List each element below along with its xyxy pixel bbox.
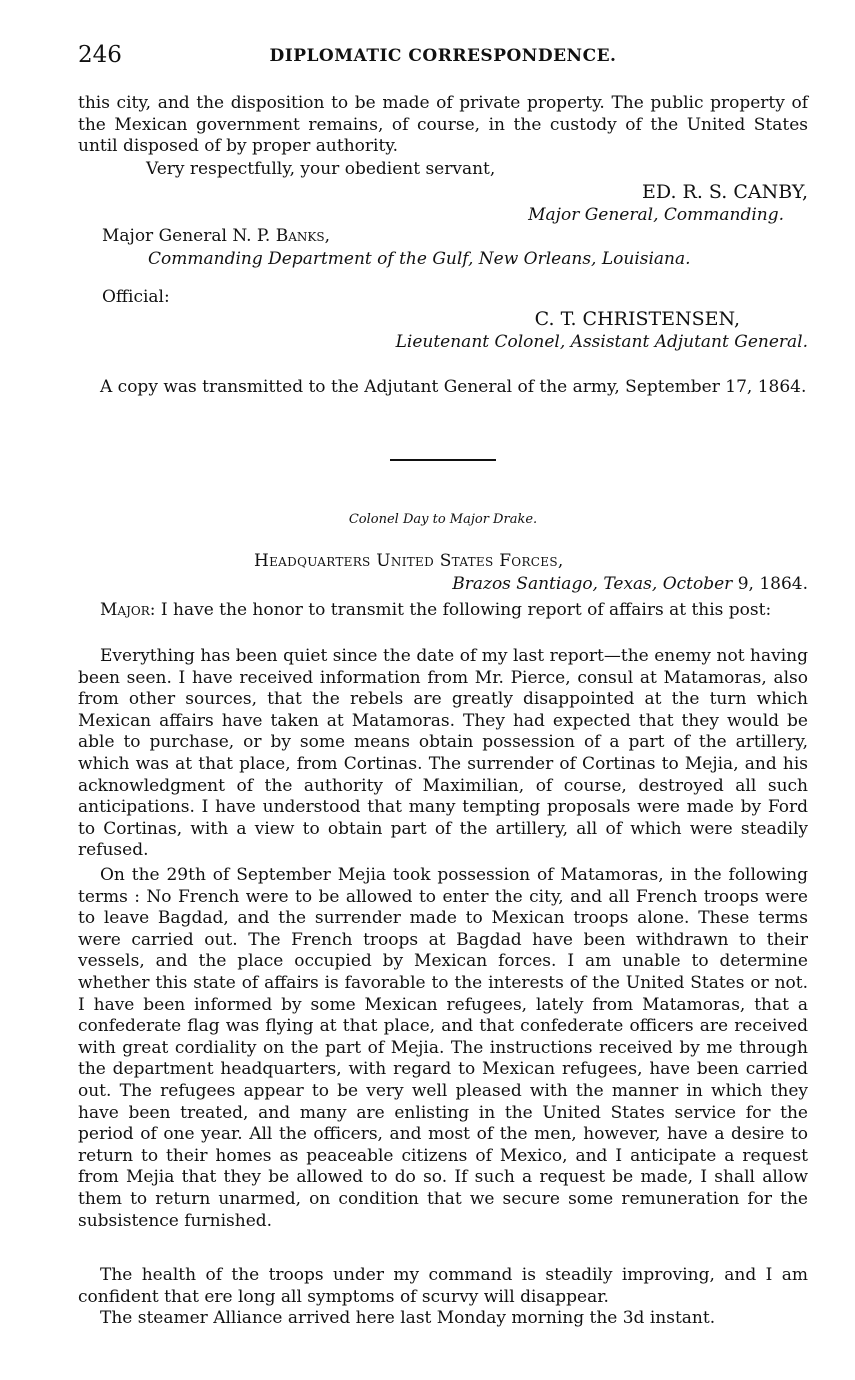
letter1-signer-title: Major General, Commanding.: [528, 205, 784, 225]
official-name: C. T. CHRISTENSEN,: [534, 308, 740, 330]
official-title: Lieutenant Colonel, Assistant Adjutant General.: [395, 332, 808, 352]
salutation: Major: [100, 600, 150, 620]
page-number: 246: [78, 42, 122, 68]
letter2-heading: Colonel Day to Major Drake.: [348, 512, 538, 527]
official-label: Official:: [102, 287, 170, 307]
letter1-addressee: [78, 226, 808, 248]
letter2-place-date: [78, 574, 808, 596]
running-title: DIPLOMATIC CORRESPONDENCE.: [269, 46, 617, 66]
running-header: [78, 42, 808, 72]
letter1-continuation: this city, and the disposition to be made of private property. The public property of the Mexican government remains, of course, in the custody of the United States until disposed of by proper authority.: [78, 93, 808, 157]
place-date-italic: Brazos Santiago, Texas, October: [452, 574, 733, 594]
letter2-paragraph: Everything has been quiet since the date of my last report—the enemy not having been seen. I have received information from Mr. Pierce, consul at Matamoras, also from other sources, that the rebels are greatly disappointed at the turn which Mexican affairs have taken at Matamoras. They had expected that they would be able to purchase, or by some means obtain possession of a part of the artillery, which was at that place, from Cortinas. The surrender of Cortinas to Mejia, and his acknowledgment of the authority of Maximilian, of course, destroyed all such anticipations. I have understood that many tempting proposals were made by Ford to Cortinas, with a view to obtain part of the artillery, all of which were steadily refused.: [78, 646, 808, 861]
section-divider: [390, 459, 496, 461]
addressee-name: Banks: [275, 226, 325, 246]
letter2-opening: [78, 600, 808, 622]
place-date-tail: 9, 1864.: [732, 574, 808, 594]
letter1-addressee-detail: Commanding Department of the Gulf, New Orleans, Louisiana.: [148, 249, 691, 269]
letter2-paragraph: The steamer Alliance arrived here last Monday morning the 3d instant.: [100, 1308, 716, 1328]
addressee-prefix: Major General N. P.: [102, 226, 276, 246]
letter2-hq-line: Headquarters United States Forces,: [254, 551, 564, 571]
opening-text: : I have the honor to transmit the following report of affairs at this post:: [149, 600, 772, 620]
transmittal-note: A copy was transmitted to the Adjutant General of the army, September 17, 1864.: [100, 377, 807, 397]
addressee-suffix: ,: [324, 226, 330, 246]
letter2-paragraph: On the 29th of September Mejia took possession of Matamoras, in the following terms : No French were to be allowed to enter the city, and all French troops were to leave Bagdad, and the surrender made to Mexican troops alone. These terms were carried out. The French troops at Bagdad have been withdrawn to their vessels, and the place occupied by Mexican forces. I am unable to determine whether this state of affairs is favorable to the interests of the United States or not. I have been informed by some Mexican refugees, lately from Matamoras, that a confederate flag was flying at that place, and that confederate officers are received with great cordiality on the part of Mejia. The instructions received by me through the department headquarters, with regard to Mexican refugees, have been carried out. The refugees appear to be very well pleased with the manner in which they have been treated, and many are enlisting in the United States service for the period of one year. All the officers, and most of the men, however, have a desire to return to their homes as peaceable citizens of Mexico, and I anticipate a request from Mejia that they be allowed to do so. If such a request be made, I shall allow them to return unarmed, on condition that we secure some remuneration for the subsistence furnished.: [78, 865, 808, 1231]
letter2-paragraph: The health of the troops under my command is steadily improving, and I am confident that ere long all symptoms of scurvy will disappear.: [78, 1265, 808, 1307]
letter1-signer-name: ED. R. S. CANBY,: [642, 181, 808, 203]
letter1-closing: Very respectfully, your obedient servant,: [146, 159, 496, 179]
